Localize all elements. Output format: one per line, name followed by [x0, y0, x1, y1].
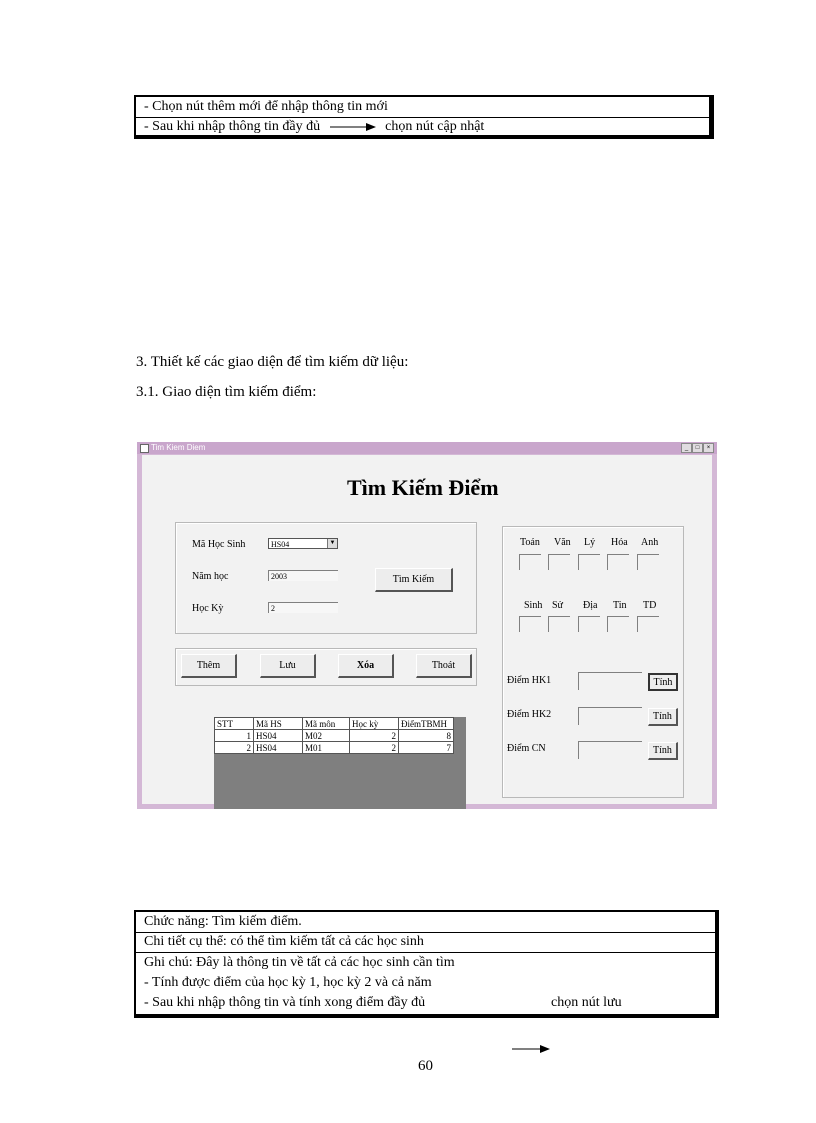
table-cell: 2 [215, 742, 254, 754]
function-text: Chức năng: Tìm kiếm điểm. [144, 914, 302, 929]
detail-text: Chi tiết cụ thể: có thể tìm kiếm tất cả các học sinh [144, 934, 424, 949]
search-grades-window [137, 442, 717, 809]
subject-label: Toán [520, 537, 540, 548]
year-label: Năm học [192, 571, 229, 582]
top-note-line-2-end: chọn nút cập nhật [385, 119, 485, 134]
subject-label: Sử [552, 600, 563, 611]
section-heading: 3. Thiết kế các giao diện để tìm kiếm dữ liệu: [136, 354, 409, 370]
calc-hk1-button[interactable]: Tính [648, 673, 678, 691]
bottom-note-box [134, 910, 719, 1018]
top-note-line-1: - Chọn nút thêm mới để nhập thông tin mới [144, 99, 388, 114]
table-cell: 7 [399, 742, 454, 754]
student-id-label: Mã Học Sinh [192, 539, 246, 550]
semester-label: Học Kỳ [192, 603, 224, 614]
hk2-score-label: Điểm HK2 [507, 709, 552, 720]
app-icon [140, 444, 149, 453]
score-input[interactable] [578, 616, 600, 632]
column-header[interactable]: Mã môn [303, 718, 350, 730]
column-header[interactable]: ĐiểmTBMH [399, 718, 454, 730]
score-input[interactable] [578, 554, 600, 570]
score-input[interactable] [519, 616, 541, 632]
results-table [214, 717, 454, 754]
subsection-heading: 3.1. Giao diện tìm kiếm điểm: [136, 384, 317, 400]
annual-score-label: Điểm CN [507, 743, 546, 754]
semester-input[interactable]: 2 [268, 602, 338, 613]
add-button[interactable]: Thêm [181, 654, 237, 678]
search-button[interactable]: Tìm Kiếm [375, 568, 453, 592]
table-cell: 2 [350, 742, 399, 754]
window-titlebar [137, 442, 717, 454]
score-input[interactable] [607, 554, 629, 570]
bottom-note-divider [136, 932, 715, 933]
right-arrow-icon [512, 1044, 550, 1054]
score-input[interactable] [548, 554, 570, 570]
table-row[interactable] [215, 730, 454, 742]
subject-label: Lý [584, 537, 596, 548]
subject-label: Tin [613, 600, 627, 611]
subject-label: Sinh [524, 600, 543, 611]
annual-score-field[interactable] [578, 741, 642, 759]
table-cell: HS04 [254, 742, 303, 754]
table-cell: M02 [303, 730, 350, 742]
table-header-row [215, 718, 454, 730]
window-titlebar-text: Tim Kiem Diem [151, 443, 206, 452]
right-arrow-icon [330, 122, 376, 132]
exit-button[interactable]: Thoát [416, 654, 472, 678]
subject-label: Văn [554, 537, 571, 548]
window-client-area [142, 455, 712, 804]
subject-label: TD [643, 600, 657, 611]
table-cell: 2 [350, 730, 399, 742]
note-line-3-start: - Sau khi nhập thông tin và tính xong điểm đầy đủ [144, 995, 426, 1010]
table-cell: 8 [399, 730, 454, 742]
top-note-line-2-start: - Sau khi nhập thông tin đầy đủ [144, 119, 321, 134]
score-input[interactable] [607, 616, 629, 632]
note-line-2: - Tính được điểm của học kỳ 1, học kỳ 2 và cả năm [144, 975, 432, 990]
note-line-3-end: chọn nút lưu [551, 995, 622, 1010]
top-note-line-2 [144, 117, 484, 137]
close-icon[interactable]: × [703, 443, 714, 453]
score-input[interactable] [637, 554, 659, 570]
search-criteria-group [175, 522, 477, 634]
table-cell: 1 [215, 730, 254, 742]
column-header[interactable]: STT [215, 718, 254, 730]
hk1-score-field[interactable] [578, 672, 642, 690]
save-button[interactable]: Lưu [260, 654, 316, 678]
results-grid[interactable] [214, 717, 466, 809]
window-heading: Tìm Kiếm Điểm [347, 475, 499, 500]
note-text: Ghi chú: Đây là thông tin về tất cả các học sinh cần tìm [144, 955, 455, 970]
calc-hk2-button[interactable]: Tính [648, 708, 678, 726]
subject-label: Anh [641, 537, 659, 548]
subject-label: Hóa [611, 537, 628, 548]
hk2-score-field[interactable] [578, 707, 642, 725]
table-cell: M01 [303, 742, 350, 754]
column-header[interactable]: Mã HS [254, 718, 303, 730]
minimize-icon[interactable]: _ [681, 443, 692, 453]
table-row[interactable] [215, 742, 454, 754]
student-id-combobox[interactable] [268, 538, 338, 549]
action-button-group [175, 648, 477, 686]
score-input[interactable] [519, 554, 541, 570]
page-number: 60 [418, 1058, 433, 1074]
table-cell: HS04 [254, 730, 303, 742]
subject-label: Địa [583, 600, 598, 611]
delete-button[interactable]: Xóa [338, 654, 394, 678]
calc-annual-button[interactable]: Tính [648, 742, 678, 760]
maximize-icon[interactable]: □ [692, 443, 703, 453]
top-note-box [134, 95, 714, 139]
score-input[interactable] [637, 616, 659, 632]
column-header[interactable]: Học kỳ [350, 718, 399, 730]
student-id-value: HS04 [271, 540, 290, 549]
hk1-score-label: Điểm HK1 [507, 675, 552, 686]
score-input[interactable] [548, 616, 570, 632]
scores-group [502, 526, 684, 798]
year-input[interactable]: 2003 [268, 570, 338, 581]
bottom-note-divider [136, 952, 715, 953]
chevron-down-icon[interactable]: ▼ [327, 539, 337, 548]
